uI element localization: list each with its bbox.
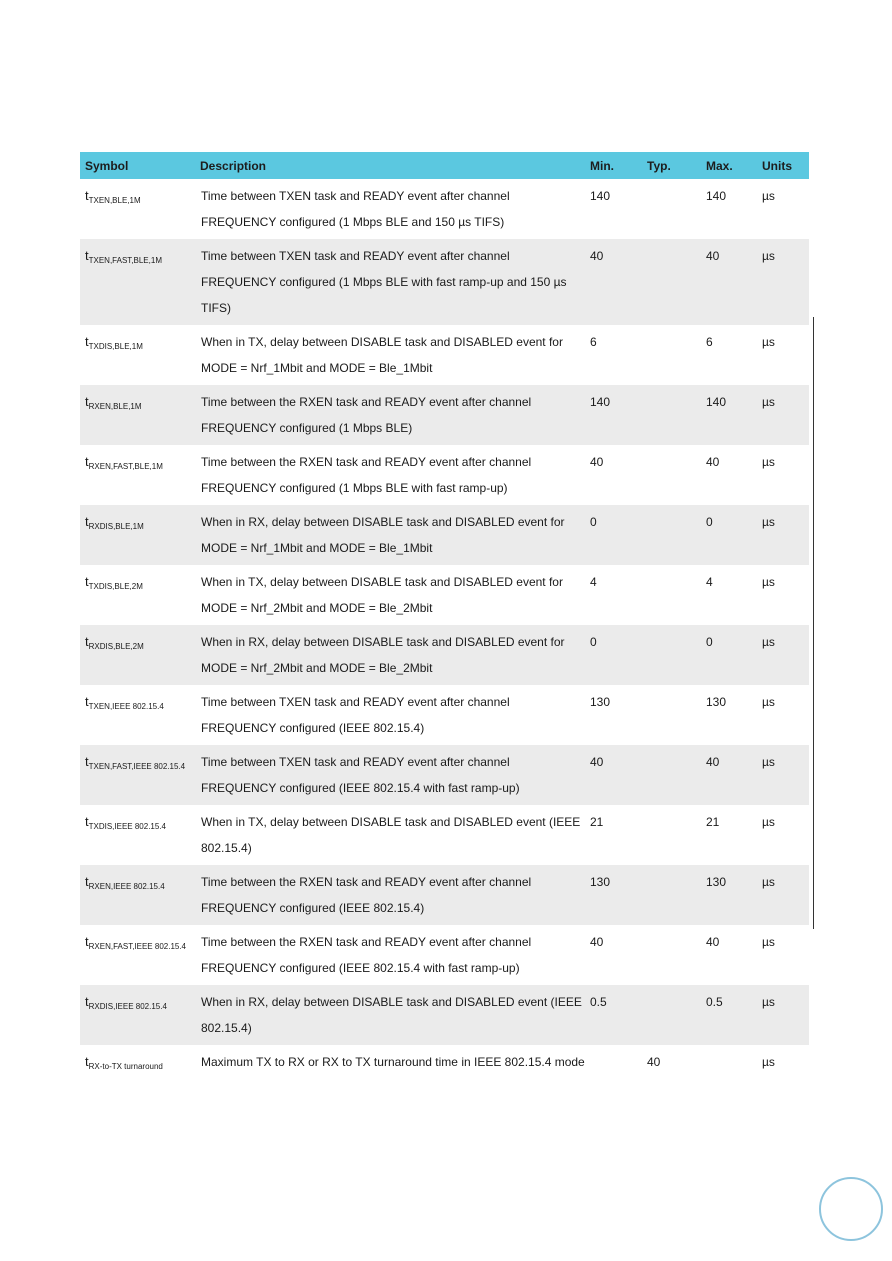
- symbol-subscript: TXEN,IEEE 802.15.4: [88, 702, 164, 711]
- description-cell: Time between the RXEN task and READY event after channel FREQUENCY configured (IEEE 802.15.4 with fast ramp-up): [195, 925, 585, 985]
- symbol-subscript: TXDIS,BLE,1M: [88, 342, 143, 351]
- timing-parameters-table: [80, 152, 809, 1097]
- units-cell: µs: [757, 505, 809, 565]
- typ-cell: [642, 505, 701, 565]
- symbol-cell: [80, 239, 195, 325]
- units-cell: µs: [757, 685, 809, 745]
- symbol-cell: [80, 745, 195, 805]
- symbol-subscript: TXEN,FAST,IEEE 802.15.4: [88, 762, 186, 771]
- table-row: [80, 565, 809, 625]
- symbol-cell: [80, 805, 195, 865]
- typ-cell: [642, 985, 701, 1045]
- description-cell: Time between TXEN task and READY event after channel FREQUENCY configured (1 Mbps BLE and 150 µs TIFS): [195, 179, 585, 239]
- description-cell: When in TX, delay between DISABLE task and DISABLED event for MODE = Nrf_1Mbit and MODE = Ble_1Mbit: [195, 325, 585, 385]
- max-cell: 0: [701, 625, 757, 685]
- description-cell: Time between the RXEN task and READY event after channel FREQUENCY configured (1 Mbps BLE with fast ramp-up): [195, 445, 585, 505]
- symbol-cell: [80, 325, 195, 385]
- max-cell: 40: [701, 445, 757, 505]
- min-cell: [585, 1045, 642, 1097]
- table-body: [80, 179, 809, 1097]
- symbol-subscript: RXEN,IEEE 802.15.4: [88, 882, 165, 891]
- table-row: [80, 505, 809, 565]
- max-cell: 140: [701, 385, 757, 445]
- min-cell: 140: [585, 179, 642, 239]
- header-row: [80, 152, 809, 179]
- units-cell: µs: [757, 925, 809, 985]
- min-cell: 130: [585, 685, 642, 745]
- header-description: Description: [195, 152, 585, 179]
- header-max: Max.: [701, 152, 757, 179]
- symbol-subscript: RXEN,FAST,IEEE 802.15.4: [88, 942, 187, 951]
- symbol-base: t: [85, 754, 89, 769]
- description-cell: When in TX, delay between DISABLE task and DISABLED event (IEEE 802.15.4): [195, 805, 585, 865]
- units-cell: µs: [757, 325, 809, 385]
- typ-cell: [642, 745, 701, 805]
- table-row: [80, 625, 809, 685]
- header-symbol: Symbol: [80, 152, 195, 179]
- symbol-base: t: [85, 514, 89, 529]
- max-cell: 6: [701, 325, 757, 385]
- symbol-subscript: RXEN,BLE,1M: [88, 402, 142, 411]
- units-cell: µs: [757, 865, 809, 925]
- header-typ: Typ.: [642, 152, 701, 179]
- units-cell: µs: [757, 1045, 809, 1097]
- symbol-subscript: RX-to-TX turnaround: [88, 1062, 163, 1071]
- symbol-subscript: RXDIS,BLE,1M: [88, 522, 144, 531]
- symbol-cell: [80, 985, 195, 1045]
- symbol-base: t: [85, 394, 89, 409]
- page-number-circle: [819, 1177, 883, 1241]
- table-row: [80, 325, 809, 385]
- symbol-base: t: [85, 334, 89, 349]
- max-cell: 0.5: [701, 985, 757, 1045]
- units-cell: µs: [757, 745, 809, 805]
- min-cell: 0: [585, 625, 642, 685]
- symbol-subscript: TXEN,BLE,1M: [88, 196, 141, 205]
- description-cell: When in RX, delay between DISABLE task and DISABLED event for MODE = Nrf_2Mbit and MODE = Ble_2Mbit: [195, 625, 585, 685]
- units-cell: µs: [757, 565, 809, 625]
- description-cell: When in TX, delay between DISABLE task and DISABLED event for MODE = Nrf_2Mbit and MODE = Ble_2Mbit: [195, 565, 585, 625]
- description-cell: Time between the RXEN task and READY event after channel FREQUENCY configured (1 Mbps BLE): [195, 385, 585, 445]
- description-cell: When in RX, delay between DISABLE task and DISABLED event for MODE = Nrf_1Mbit and MODE = Ble_1Mbit: [195, 505, 585, 565]
- header-min: Min.: [585, 152, 642, 179]
- symbol-base: t: [85, 934, 89, 949]
- symbol-cell: [80, 925, 195, 985]
- max-cell: [701, 1045, 757, 1097]
- symbol-cell: [80, 505, 195, 565]
- typ-cell: [642, 179, 701, 239]
- table-row: [80, 1045, 809, 1097]
- typ-cell: [642, 239, 701, 325]
- table-header: [80, 152, 809, 179]
- table-row: [80, 685, 809, 745]
- max-cell: 21: [701, 805, 757, 865]
- typ-cell: [642, 445, 701, 505]
- min-cell: 130: [585, 865, 642, 925]
- table-row: [80, 865, 809, 925]
- table-row: [80, 445, 809, 505]
- symbol-base: t: [85, 994, 89, 1009]
- typ-cell: [642, 865, 701, 925]
- typ-cell: [642, 925, 701, 985]
- symbol-cell: [80, 685, 195, 745]
- symbol-base: t: [85, 248, 89, 263]
- min-cell: 40: [585, 445, 642, 505]
- min-cell: 40: [585, 239, 642, 325]
- symbol-base: t: [85, 694, 89, 709]
- min-cell: 140: [585, 385, 642, 445]
- symbol-subscript: RXDIS,BLE,2M: [88, 642, 144, 651]
- min-cell: 21: [585, 805, 642, 865]
- symbol-subscript: TXEN,FAST,BLE,1M: [88, 256, 162, 265]
- min-cell: 6: [585, 325, 642, 385]
- table-row: [80, 745, 809, 805]
- symbol-cell: [80, 565, 195, 625]
- typ-cell: [642, 625, 701, 685]
- min-cell: 0.5: [585, 985, 642, 1045]
- max-cell: 40: [701, 745, 757, 805]
- description-cell: Time between TXEN task and READY event after channel FREQUENCY configured (1 Mbps BLE with fast ramp-up and 150 µs TIFS): [195, 239, 585, 325]
- symbol-cell: [80, 625, 195, 685]
- typ-cell: [642, 805, 701, 865]
- header-units: Units: [757, 152, 809, 179]
- min-cell: 40: [585, 745, 642, 805]
- min-cell: 4: [585, 565, 642, 625]
- symbol-cell: [80, 179, 195, 239]
- symbol-base: t: [85, 814, 89, 829]
- description-cell: Time between TXEN task and READY event after channel FREQUENCY configured (IEEE 802.15.4): [195, 685, 585, 745]
- symbol-cell: [80, 865, 195, 925]
- min-cell: 40: [585, 925, 642, 985]
- symbol-cell: [80, 385, 195, 445]
- typ-cell: [642, 325, 701, 385]
- max-cell: 4: [701, 565, 757, 625]
- symbol-subscript: TXDIS,IEEE 802.15.4: [88, 822, 166, 831]
- units-cell: µs: [757, 239, 809, 325]
- description-cell: Maximum TX to RX or RX to TX turnaround time in IEEE 802.15.4 mode: [195, 1045, 585, 1097]
- table-right-rule: [813, 317, 814, 929]
- description-cell: Time between the RXEN task and READY event after channel FREQUENCY configured (IEEE 802.15.4): [195, 865, 585, 925]
- symbol-base: t: [85, 188, 89, 203]
- table-row: [80, 385, 809, 445]
- units-cell: µs: [757, 179, 809, 239]
- description-cell: When in RX, delay between DISABLE task and DISABLED event (IEEE 802.15.4): [195, 985, 585, 1045]
- symbol-base: t: [85, 634, 89, 649]
- table-row: [80, 805, 809, 865]
- table-row: [80, 179, 809, 239]
- symbol-cell: [80, 1045, 195, 1097]
- max-cell: 130: [701, 685, 757, 745]
- units-cell: µs: [757, 445, 809, 505]
- units-cell: µs: [757, 805, 809, 865]
- symbol-subscript: TXDIS,BLE,2M: [88, 582, 143, 591]
- symbol-subscript: RXDIS,IEEE 802.15.4: [88, 1002, 167, 1011]
- max-cell: 130: [701, 865, 757, 925]
- max-cell: 40: [701, 239, 757, 325]
- max-cell: 140: [701, 179, 757, 239]
- units-cell: µs: [757, 985, 809, 1045]
- typ-cell: [642, 685, 701, 745]
- symbol-cell: [80, 445, 195, 505]
- table-row: [80, 239, 809, 325]
- typ-cell: 40: [642, 1045, 701, 1097]
- symbol-base: t: [85, 454, 89, 469]
- symbol-base: t: [85, 874, 89, 889]
- symbol-base: t: [85, 1054, 89, 1069]
- symbol-base: t: [85, 574, 89, 589]
- max-cell: 0: [701, 505, 757, 565]
- symbol-subscript: RXEN,FAST,BLE,1M: [88, 462, 163, 471]
- table-row: [80, 925, 809, 985]
- max-cell: 40: [701, 925, 757, 985]
- units-cell: µs: [757, 385, 809, 445]
- min-cell: 0: [585, 505, 642, 565]
- description-cell: Time between TXEN task and READY event after channel FREQUENCY configured (IEEE 802.15.4 with fast ramp-up): [195, 745, 585, 805]
- typ-cell: [642, 385, 701, 445]
- table-row: [80, 985, 809, 1045]
- typ-cell: [642, 565, 701, 625]
- units-cell: µs: [757, 625, 809, 685]
